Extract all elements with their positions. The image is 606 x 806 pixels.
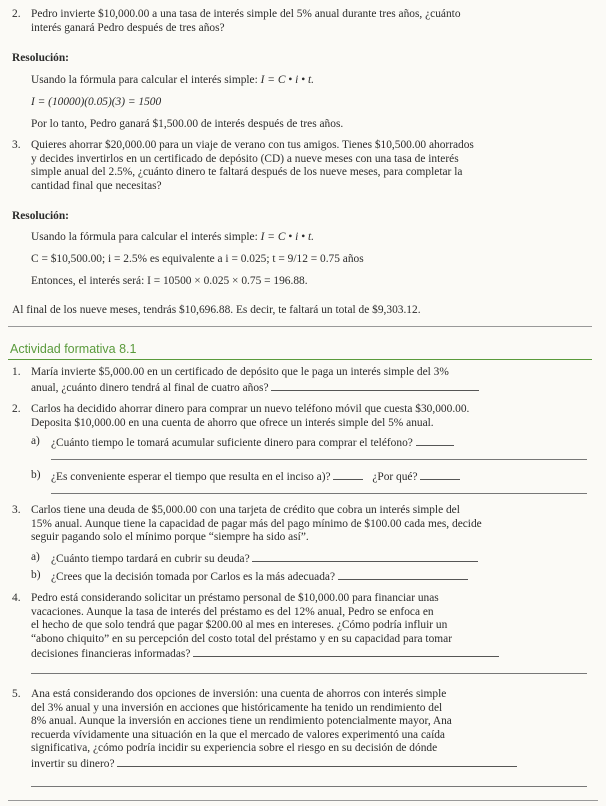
resolution-3-formula: Usando la fórmula para calcular el interés simple: I = C • i • t. xyxy=(31,231,314,243)
answer-line-q4[interactable] xyxy=(193,646,499,657)
activity-q1-text: María invierte $5,000.00 en un certificado de depósito que le paga un interés simple del 3% anual, ¿cuánto dinero tendrá al final de cuatro años? xyxy=(31,366,593,395)
activity-title: Actividad formativa 8.1 xyxy=(10,342,137,356)
answer-line-q2a[interactable] xyxy=(416,435,454,446)
resolution-2-heading: Resolución: xyxy=(12,52,69,64)
example-3-text: Quieres ahorrar $20,000.00 para un viaje de verano con tus amigos. Tienes $10,500.00 ahorrados y decides invertirlos en un certificado de depósito (CD) a nueve meses con una tasa de interés simple anual del 2.5%, ¿cuánto dinero te faltará después de los nueve meses, para completar la cantidad final que necesitas? xyxy=(31,139,474,192)
activity-q2-number: 2. xyxy=(12,403,21,415)
answer-line-q5[interactable] xyxy=(117,756,517,767)
bottom-rule xyxy=(8,800,598,801)
activity-q3b-text: ¿Crees que la decisión tomada por Carlos es la más adecuada? xyxy=(51,569,468,585)
example-3-number: 3. xyxy=(12,139,21,151)
example-2-text: Pedro invierte $10,000.00 a una tasa de interés simple del 5% anual durante tres años, ¿cuánto interés ganará Pedro después de tres años? xyxy=(31,8,461,34)
answer-line-q2a-extra[interactable] xyxy=(51,459,587,460)
activity-q3-text: Carlos tiene una deuda de $5,000.00 con una tarjeta de crédito que cobra un interés simple del 15% anual. Aunque tiene la capacidad de pagar más del pago mínimo de $100.00 cada mes, decide seguir pagando solo el mínimo porque “siempre ha sido así”. xyxy=(31,504,482,544)
activity-q2b-text: ¿Es conveniente esperar el tiempo que resulta en el inciso a)? ¿Por qué? xyxy=(51,469,460,485)
activity-q3b-label: b) xyxy=(31,569,41,581)
answer-line-q3b[interactable] xyxy=(338,569,468,580)
resolution-2-formula: Usando la fórmula para calcular el interés simple: I = C • i • t. xyxy=(31,74,314,86)
resolution-3-heading: Resolución: xyxy=(12,210,69,222)
answer-line-q2b-extra[interactable] xyxy=(51,493,587,494)
answer-line-q2b-why[interactable] xyxy=(420,469,460,480)
activity-q4-text: Pedro está considerando solicitar un préstamo personal de $10,000.00 para financiar unas vacaciones. Aunque la tasa de interés del préstamo es del 12% anual, Pedro se enfoca en el hecho de que solo tendrá que pagar $200.00 al mes en intereses. ¿Cómo podría influir un “abono chiquito” en su percepción del costo total del préstamo y en su capacidad para tomar decisiones financieras informadas? xyxy=(31,592,593,662)
activity-q2a-text: ¿Cuánto tiempo le tomará acumular suficiente dinero para comprar el teléfono? xyxy=(51,435,454,451)
activity-q4-number: 4. xyxy=(12,592,21,604)
activity-q2b-label: b) xyxy=(31,469,41,481)
answer-line-q1[interactable] xyxy=(271,380,479,391)
resolution-2-calc: I = (10000)(0.05)(3) = 1500 xyxy=(31,96,162,108)
activity-q2-text: Carlos ha decidido ahorrar dinero para comprar un nuevo teléfono móvil que cuesta $30,000.00. Deposita $10,000.00 en una cuenta de ahorro que ofrece un interés simple del 5% anual. xyxy=(31,403,470,429)
activity-title-rule xyxy=(8,359,592,360)
resolution-3-values: C = $10,500.00; i = 2.5% es equivalente a i = 0.025; t = 9/12 = 0.75 años xyxy=(31,253,364,265)
resolution-3-final: Al final de los nueve meses, tendrás $10,696.88. Es decir, te faltará un total de $9,303.12. xyxy=(12,304,421,316)
activity-q1-number: 1. xyxy=(12,366,21,378)
answer-line-q2b[interactable] xyxy=(333,469,363,480)
answer-line-q5-extra[interactable] xyxy=(31,786,587,787)
activity-q5-number: 5. xyxy=(12,688,21,700)
answer-line-q3a[interactable] xyxy=(252,551,478,562)
activity-q2a-label: a) xyxy=(31,435,40,447)
example-2-number: 2. xyxy=(12,8,21,20)
resolution-2-conclusion: Por lo tanto, Pedro ganará $1,500.00 de interés después de tres años. xyxy=(31,118,344,130)
answer-line-q4-extra[interactable] xyxy=(31,673,587,674)
activity-q3a-label: a) xyxy=(31,551,40,563)
activity-q3a-text: ¿Cuánto tiempo tardará en cubrir su deuda? xyxy=(51,551,478,567)
resolution-3-interest: Entonces, el interés será: I = 10500 × 0.025 × 0.75 = 196.88. xyxy=(31,275,308,287)
activity-q3-number: 3. xyxy=(12,504,21,516)
activity-q5-text: Ana está considerando dos opciones de inversión: una cuenta de ahorros con interés simple del 3% anual y una inversión en acciones que históricamente ha tenido un rendimiento del 8% anual. Aunque la inversión en acciones tiene un rendimiento potencialmente mayor, Ana recuerda vívidamente una situación en la que el mercado de valores experimentó una caída significativa, ¿cómo podría incidir su experiencia sobre el riesgo en su decisión de dónde invertir su dinero? xyxy=(31,688,593,772)
divider xyxy=(8,326,592,327)
